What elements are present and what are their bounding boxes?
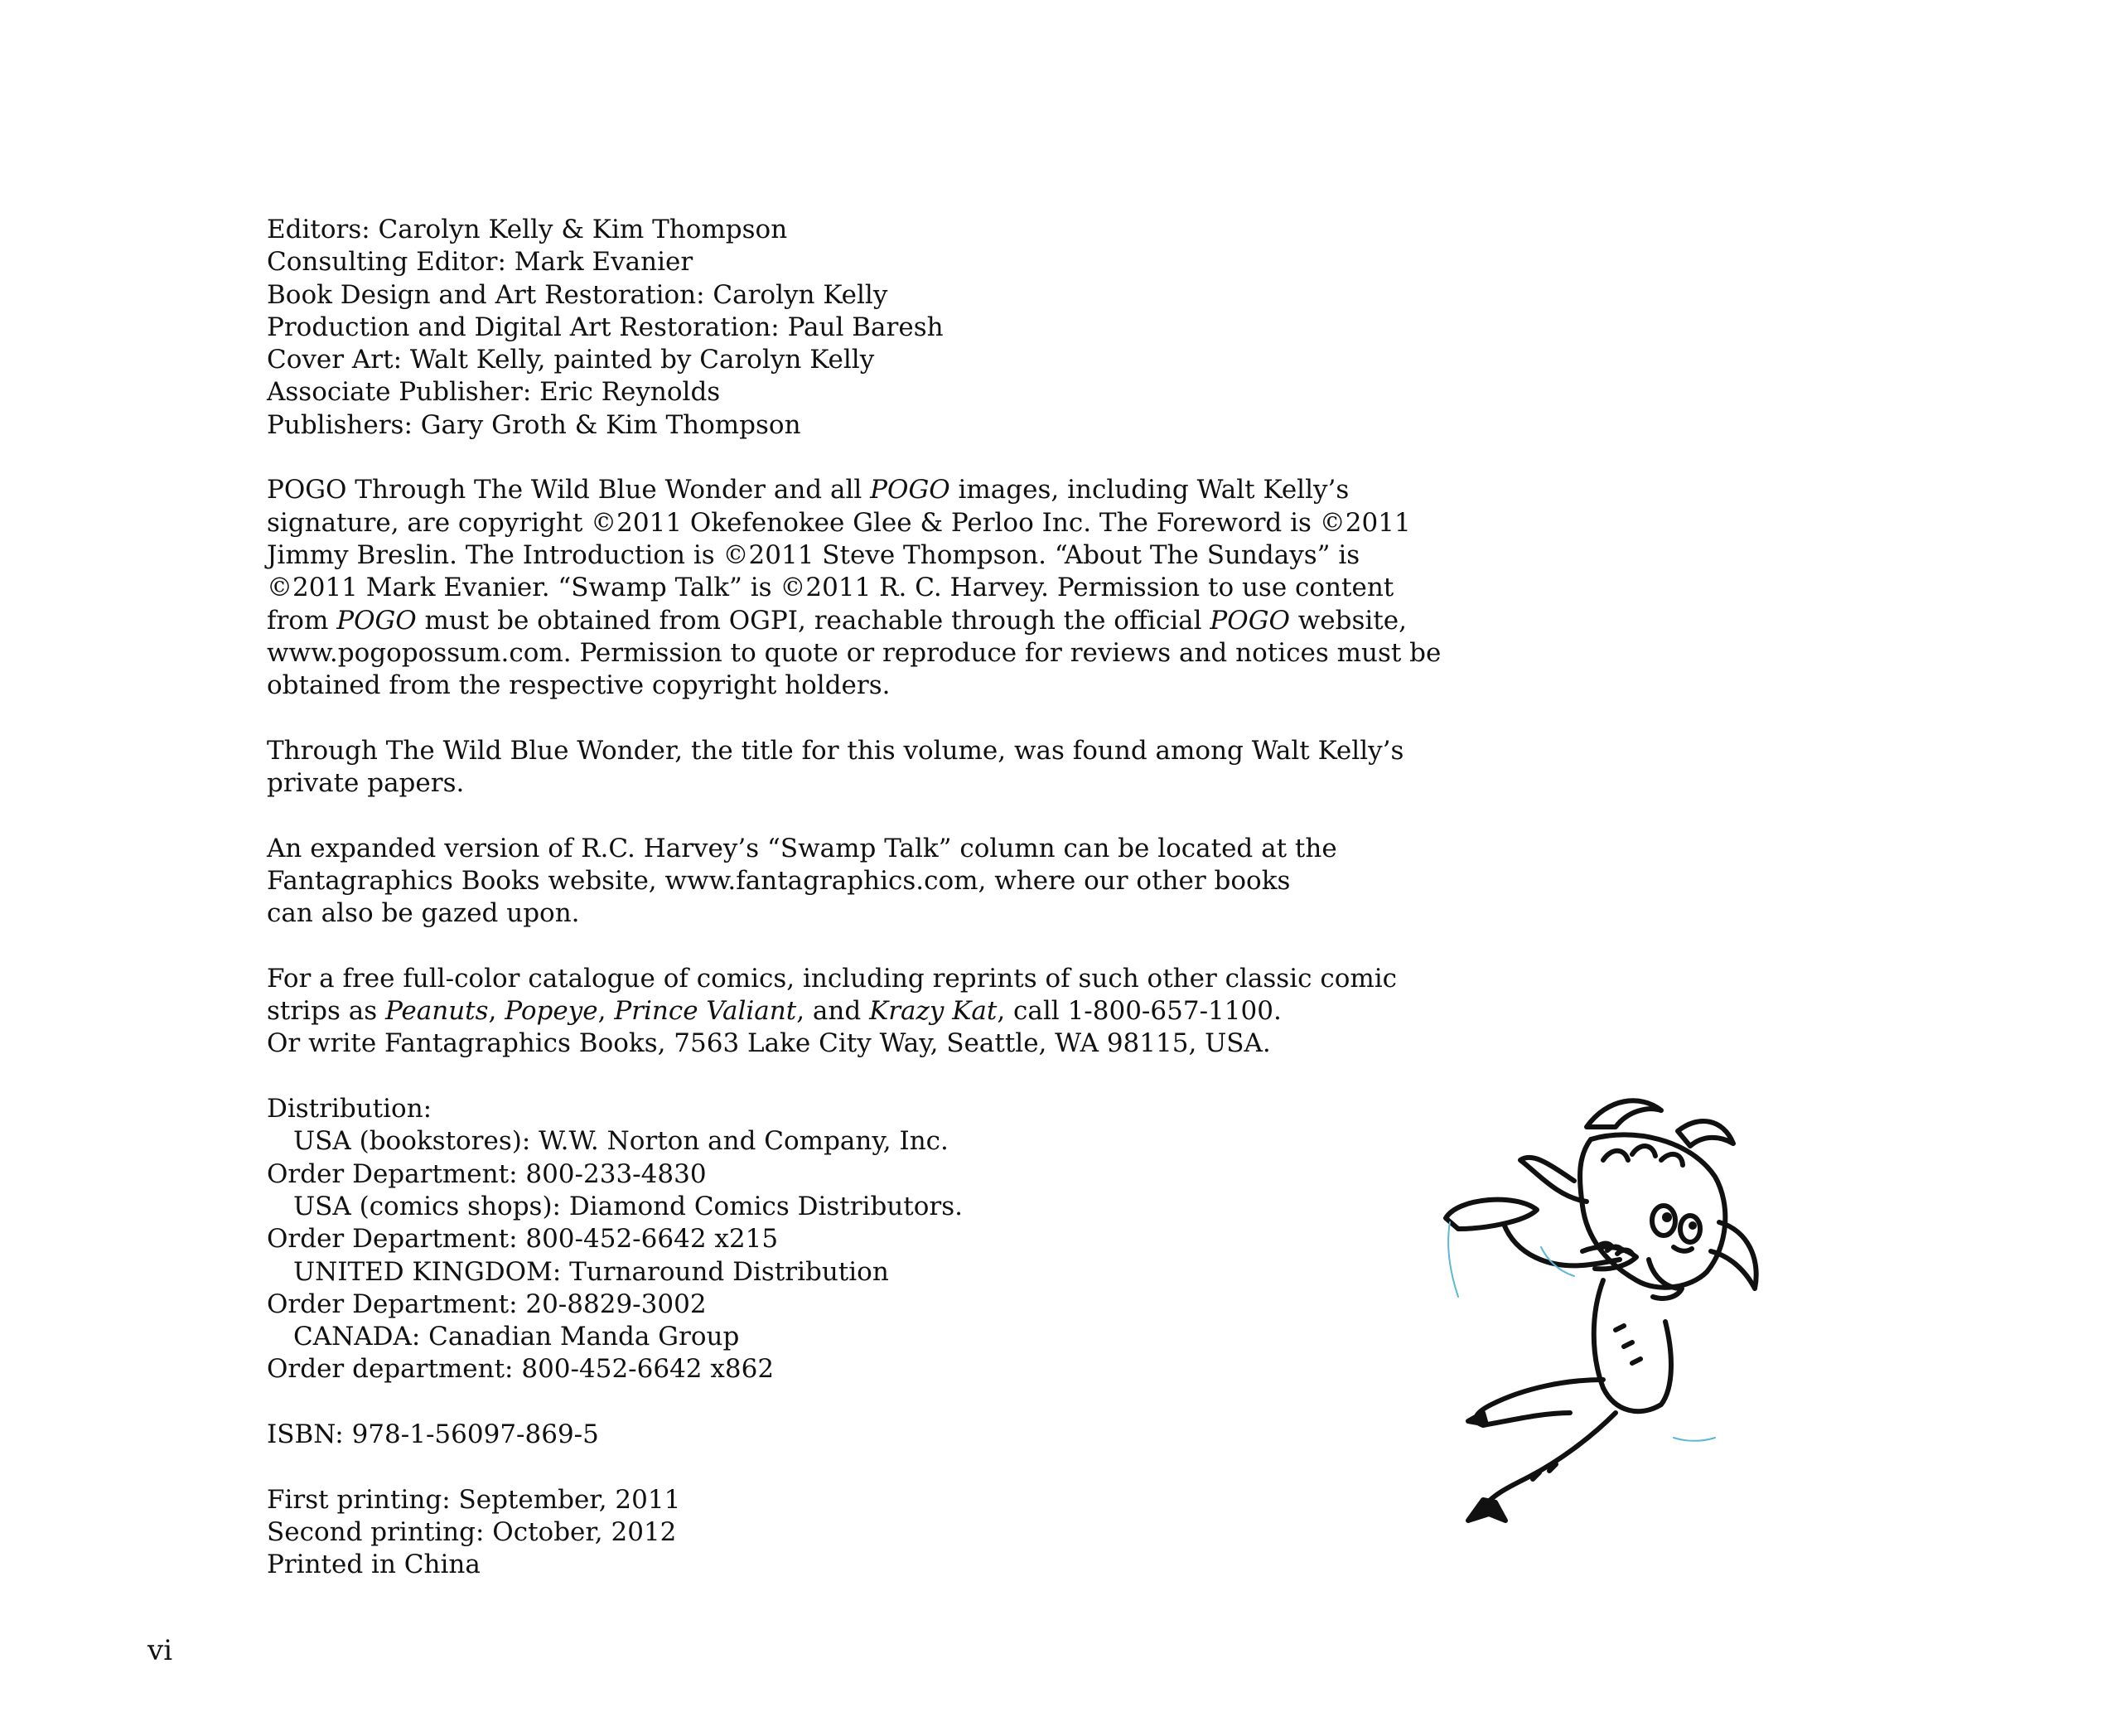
pupil-left bbox=[1662, 1212, 1672, 1222]
strip-title: Prince Valiant bbox=[614, 996, 797, 1027]
printing-line: Printed in China bbox=[267, 1550, 481, 1580]
copyright-line bbox=[267, 474, 1510, 506]
distribution-heading: Distribution: bbox=[267, 1094, 432, 1124]
swamp-talk-block bbox=[267, 833, 1510, 931]
printing-line: First printing: September, 2011 bbox=[267, 1484, 681, 1515]
credits-block bbox=[267, 214, 1510, 442]
distributor-region: USA (bookstores): W.W. Norton and Company, Inc. bbox=[293, 1126, 949, 1157]
printing-block bbox=[267, 1484, 1510, 1582]
credit-line: Consulting Editor: Mark Evanier bbox=[267, 247, 693, 278]
credit-line: Editors: Carolyn Kelly & Kim Thompson bbox=[267, 215, 788, 244]
strip-title: Peanuts bbox=[384, 996, 489, 1027]
distributor-region: USA (comics shops): Diamond Comics Distributors. bbox=[293, 1191, 964, 1221]
paragraph-gap bbox=[267, 702, 1510, 734]
swamp-talk-line: Fantagraphics Books website, www.fantagraphics.com, where our other books bbox=[267, 865, 1291, 896]
nose bbox=[1674, 1247, 1692, 1251]
title-italic: POGO bbox=[1210, 605, 1290, 636]
leg-upper bbox=[1476, 1380, 1603, 1425]
text-run: , and bbox=[796, 996, 870, 1027]
hair-curls bbox=[1603, 1146, 1683, 1165]
title-note-block bbox=[267, 735, 1510, 800]
ear-left bbox=[1520, 1158, 1587, 1202]
swamp-talk-line: An expanded version of R.C. Harvey’s “Swamp Talk” column can be located at the bbox=[267, 833, 1337, 863]
paragraph-gap bbox=[267, 800, 1510, 832]
copyright-line: obtained from the respective copyright holders. bbox=[267, 670, 891, 701]
isbn: ISBN: 978-1-56097-869-5 bbox=[267, 1419, 599, 1449]
strip-title: Krazy Kat bbox=[869, 996, 998, 1027]
paragraph-gap bbox=[267, 1061, 1510, 1093]
hoof-upper bbox=[1468, 1413, 1486, 1424]
credit-line: Production and Digital Art Restoration: Paul Baresh bbox=[267, 312, 944, 342]
page-number: vi bbox=[147, 1634, 173, 1667]
title-note-line: private papers. bbox=[267, 768, 465, 799]
distributor-region: UNITED KINGDOM: Turnaround Distribution bbox=[293, 1256, 889, 1287]
text-run: , bbox=[488, 996, 505, 1027]
title-italic: POGO bbox=[870, 475, 950, 505]
title-note-line: Through The Wild Blue Wonder, the title for this volume, was found among Walt Kelly’s bbox=[267, 735, 1404, 766]
copyright-line: ©2011 Mark Evanier. “Swamp Talk” is ©2011 R. C. Harvey. Permission to use content bbox=[267, 573, 1394, 603]
text-run: POGO Through The Wild Blue Wonder and all bbox=[267, 475, 871, 505]
text-run: from bbox=[267, 605, 337, 636]
text-run: strips as bbox=[267, 996, 385, 1027]
horn-bell bbox=[1446, 1200, 1537, 1229]
paragraph-gap bbox=[267, 931, 1510, 963]
distributor-region: CANADA: Canadian Manda Group bbox=[293, 1322, 740, 1352]
hoof-lower bbox=[1468, 1500, 1505, 1521]
text-run: , bbox=[597, 996, 615, 1027]
catalogue-line bbox=[267, 995, 1510, 1028]
copyright-line bbox=[267, 605, 1510, 637]
pencil-accent bbox=[1448, 1222, 1458, 1297]
printing-line: Second printing: October, 2012 bbox=[267, 1516, 677, 1547]
paragraph-gap bbox=[267, 1451, 1510, 1483]
leg-lower bbox=[1483, 1413, 1616, 1508]
text-run: must be obtained from OGPI, reachable through the official bbox=[416, 605, 1210, 636]
catalogue-block bbox=[267, 963, 1510, 1061]
beard bbox=[1649, 1260, 1682, 1298]
horn-left bbox=[1587, 1100, 1661, 1127]
paragraph-gap bbox=[267, 442, 1510, 474]
text-run: website, bbox=[1289, 605, 1407, 636]
credit-line: Book Design and Art Restoration: Carolyn Kelly bbox=[267, 279, 888, 310]
fur-texture bbox=[1533, 1326, 1640, 1479]
distributor-order: Order Department: 800-452-6642 x215 bbox=[267, 1224, 779, 1255]
credit-line: Publishers: Gary Groth & Kim Thompson bbox=[267, 409, 801, 440]
strip-title: Popeye bbox=[505, 996, 598, 1027]
paragraph-gap bbox=[267, 1386, 1510, 1419]
credit-line: Cover Art: Walt Kelly, painted by Carolyn Kelly bbox=[267, 345, 875, 375]
catalogue-line: Or write Fantagraphics Books, 7563 Lake City Way, Seattle, WA 98115, USA. bbox=[267, 1028, 1271, 1059]
horn-right bbox=[1678, 1121, 1733, 1146]
pupil-right bbox=[1689, 1221, 1697, 1230]
swamp-talk-line: can also be gazed upon. bbox=[267, 898, 580, 929]
distributor-order: Order department: 800-452-6642 x862 bbox=[267, 1354, 775, 1385]
distributor-order: Order Department: 20-8829-3002 bbox=[267, 1289, 707, 1319]
copyright-line: www.pogopossum.com. Permission to quote or reproduce for reviews and notices must be bbox=[267, 637, 1442, 668]
copyright-block bbox=[267, 474, 1510, 702]
text-run: images, including Walt Kelly’s bbox=[949, 475, 1350, 505]
faun-illustration bbox=[1425, 1081, 1806, 1529]
copyright-line: Jimmy Breslin. The Introduction is ©2011 Steve Thompson. “About The Sundays” is bbox=[267, 539, 1360, 570]
colophon-text bbox=[267, 214, 1510, 1581]
distributor-order: Order Department: 800-233-4830 bbox=[267, 1158, 707, 1189]
copyright-line: signature, are copyright ©2011 Okefenokee Glee & Perloo Inc. The Foreword is ©2011 bbox=[267, 507, 1411, 538]
distribution-block bbox=[267, 1093, 1510, 1386]
title-italic: POGO bbox=[336, 605, 417, 636]
catalogue-line: For a free full-color catalogue of comics, including reprints of such other classic comic bbox=[267, 963, 1398, 994]
pencil-accent bbox=[1674, 1438, 1715, 1441]
credit-line: Associate Publisher: Eric Reynolds bbox=[267, 377, 721, 408]
text-run: , call 1-800-657-1100. bbox=[997, 996, 1282, 1027]
